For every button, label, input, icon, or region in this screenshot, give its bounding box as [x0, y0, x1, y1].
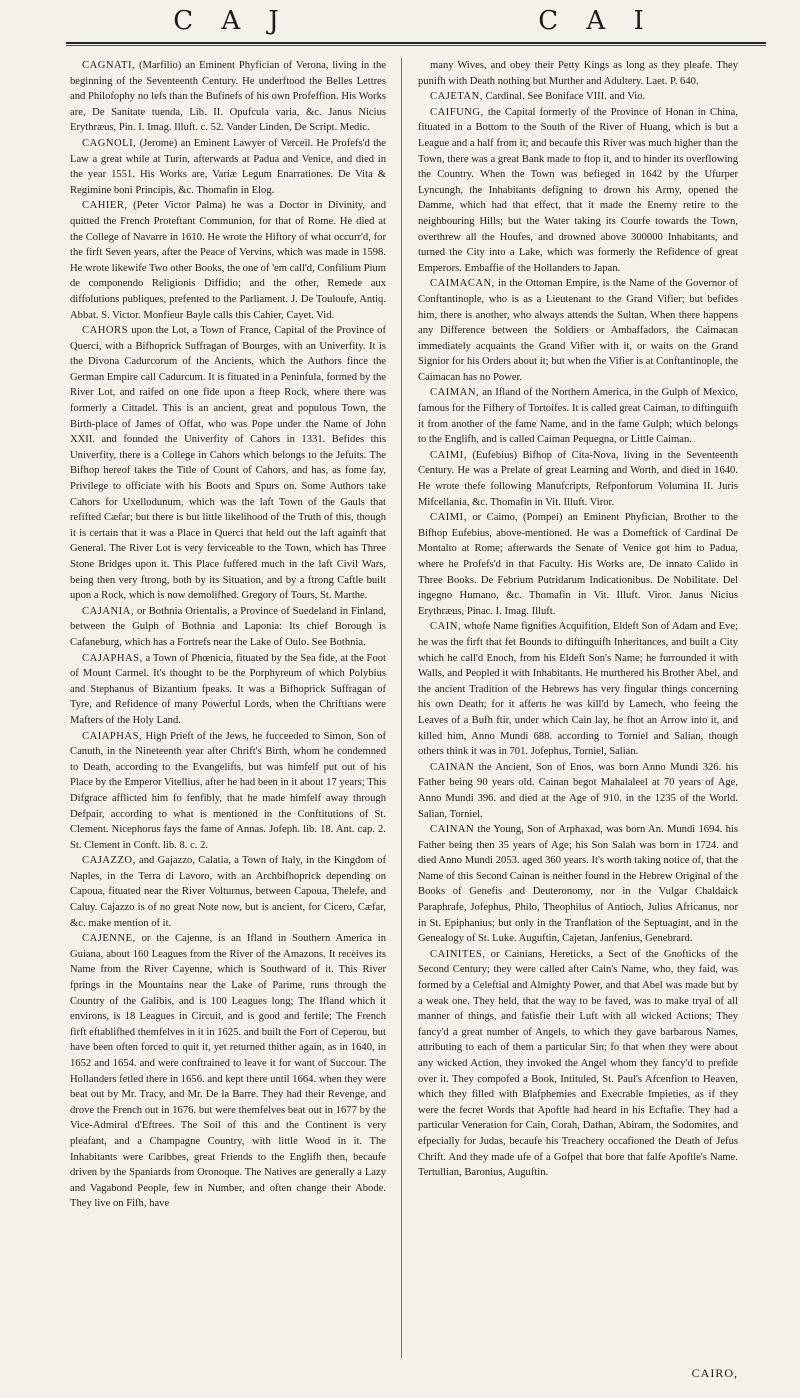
- entry-headword: CAJENNE,: [82, 933, 136, 945]
- dictionary-entry: [70, 853, 386, 931]
- dictionary-entry: [70, 323, 386, 604]
- entry-headword: CAINITES,: [430, 948, 486, 960]
- entry-text: or Cainians, Hereticks, a Sect of the Gnofticks of the Second Century; they were called after Cain's Name, who, they faid, was formed by a Celeftial and Almighty Power, and that Abel was made but by a weak one. They held, that the way to be faved, was to make tryal of all manner of things, and fatisfie their Luft with all wicked Actions; They fancy'd a great number of Angels, to which they gave barbarous Names, attributing to each of them a particular Sin; fo that when they were about any wicked Action, they invoked the Angel whom they fancy'd to prefide over it. They compofed a Book, Intituled, St. Paul's Afcenfion to Heaven, which they filled with Blafphemies and Execrable Impieties, as if they were the fecret Words that Apoftle had heard in his Ecftafie. They had a particular Veneration for Cain, Corah, Dathan, Abiram, the Sodomites, and efpecially for Judas, becaufe his Treachery occafioned the Death of Jefus Chrift. And they made ufe of a Gofpel that bore that falfe Apoftle's Name. Tertullian, Baronius, Auguftin.: [418, 948, 738, 1179]
- dictionary-entry: [418, 276, 738, 385]
- entry-text: a Town of Phœnicia, fituated by the Sea fide, at the Foot of Mount Carmel. It's thought to be the Porphyreum of which Polybius and Stephanus of Bizantium fpeaks. It was a Bifhoprick Suffragan of Tyre, and Refidence of many Powerful Lords, when the Chriftians were Mafters of the Holy Land.: [70, 652, 386, 726]
- dictionary-entry: [418, 385, 738, 447]
- dictionary-entry: [418, 947, 738, 1181]
- entry-headword: CAIMAN,: [430, 387, 480, 399]
- entry-text: an Ifland of the Northern America, in the Gulph of Mexico, famous for the Fifhery of Tortoifes. It is called great Caiman, to diftinguifh it from another of the fame Name, and in the fame Gulph; which belongs to the Englifh, and is called Caiman Pequegna, or Little Caiman.: [418, 387, 738, 446]
- entry-headword: CAINAN: [430, 761, 475, 773]
- dictionary-entry: [70, 198, 386, 323]
- dictionary-entry: [418, 89, 738, 105]
- entry-headword: CAIFUNG,: [430, 106, 484, 118]
- dictionary-entry: [418, 510, 738, 619]
- right-column: [418, 58, 738, 1388]
- entry-headword: CAIMACAN,: [430, 278, 495, 290]
- left-column: [70, 58, 386, 1388]
- entry-text: Cardinal. See Boniface VIII. and Vio.: [485, 91, 646, 103]
- dictionary-entry: [418, 760, 738, 822]
- entry-headword: CAIMI,: [430, 449, 467, 461]
- entry-headword: CAJANIA,: [82, 605, 134, 617]
- entry-headword: CAINAN: [430, 824, 475, 836]
- dictionary-entry: [418, 448, 738, 510]
- dictionary-entry: [70, 136, 386, 198]
- dictionary-entry: [70, 58, 386, 136]
- dictionary-entry: [418, 58, 738, 89]
- entry-text: the Young, Son of Arphaxad, was born An. Mundi 1694. his Father being then 35 years of Age; his Son Salah was born in 1724. and died Anno Mundi 2053. aged 360 years. It's worth taking notice of, that the Name of this Second Cainan is neither found in the Hebrew Original of the Books of Genefis and Deuteronomy, nor in the Vulgar Chaldaick Paraphrafe, Jofephus, Philo, Theophilus of Antioch, Julius Africanus, nor in St. Epiphanius; but only in the Tranflation of the Septuagint, and in the Genealogy of St. Luke. Auguftin, Cajetan, Janfenius, Genebrard.: [418, 824, 738, 945]
- entry-text: upon the Lot, a Town of France, Capital of the Province of Querci, with a Bifhoprick Suffragan of Bourges, with an Univerfity. It is the Divona Cadurcorum of the Ancients, which the Authors fince the German Empire call Cadurcum. It is fituated in a Peninfula, formed by the River Lot, and raifed on one fide upon a fteep Rock, where there was formerly a Cittadel. This is an ancient, great and populous Town, the Birth-place of James of Offat, who was Pope under the Name of John XXII. and founded the Univerfity of Cahors in 1331. Befides this Univerfity, there is a College in Cahors which belongs to the Jefuits. The Bifhop hereof takes the Title of Count of Cahors, and has, as fome fay, Privilege to officiate with his Boots and Spurs on. Some Authors take Cahors for Uxellodunum, which was the laft Town of the Gauls that refifted Cæfar; but there is but little likelihood of the Truth of this, though it is certain that it was a Place in Querci that held out the laft againft that General. The River Lot is very ferviceable to the Town, which has Three Stone Bridges upon it. This Place fuffered much in the laft Civil Wars, being then very ftrong, both by its Situation, and by a ftrong Caftle built upon a Rock, which is now demolifhed. Gregory of Tours, St. Marthe.: [70, 325, 386, 602]
- header-rule: [66, 42, 766, 44]
- entry-text: (Peter Victor Palma) he was a Doctor in Divinity, and quitted the French Proteftant Communion, for that of Rome. He died at the College of Navarre in 1610. He wrote the Hiftory of what occurr'd, for the firft Seven years, after the Peace of Vervins, which was made in 1598. He wrote likewife Two other Books, the one of 'em call'd, Confilium Pium de componendo Religionis Diffidio; and the other, Remede aux diffolutions publiques, prefented to the Parliament. J. De Touloufe, Antiq. Abbat. S. Victor. Monfieur Bayle calls this Cahier, Cayet. Vid.: [70, 200, 386, 321]
- entry-headword: CAJAPHAS,: [82, 652, 143, 664]
- dictionary-entry: [70, 604, 386, 651]
- entry-text: in the Ottoman Empire, is the Name of the Governor of Conftantinople, who is as a Lieutenant to the Grand Vifier; but befides him, there is another, who always attends the Sultan. When there happens any Difference between the Soldiers or Ambaffadors, the Caimacan immediately acquaints the Grand Vifier with it, or waits on the Grand Signior for his Orders about it; but when the Vifier is at Conftantinople, the Caimacan has no Power.: [418, 278, 738, 383]
- entry-text: the Capital formerly of the Province of Honan in China, fituated in a Bottom to the South of the River of Huang, which is but a League and a half from it; and becaufe this River was much higher than the Town, there was a great Bank made to ftop it, and to hinder its overflowing the Country. When the Town was befieged in 1642 by the Ufurper Lyncungh, the Inhabitants defigning to drown his Army, opened the Damme, which had that effect, that it made the Enemy retire to the neighbouring Hills; but the Water taking its Courfe towards the Town, overthrew all the Houfes, and drowned above 300000 Inhabitants, and turned the City into a Lake, which was formerly the Refidence of great Emperors. Embaffie of the Hollanders to Japan.: [418, 106, 738, 274]
- entry-text: or Bothnia Orientalis, a Province of Suedeland in Finland, between the Gulph of Bothnia and Laponia: Its chief Borough is Cafaneburg, which has a Fortrefs near the Lake of Oulo. See Bothnia.: [70, 605, 386, 648]
- entry-text: (Marfilio) an Eminent Phyfician of Verona, living in the beginning of the Seventeenth Century. He underftood the Belles Lettres and Philofophy no lefs than the Bufinefs of his own Profeffion. His Works are, De Sanitate tuenda, Lib. II. Opufcula varia, &c. Janus Nicius Erythræus, Pin. I. Imag. Illuft. c. 52. Vander Linden, De Script. Medic.: [70, 60, 386, 134]
- catchword: CAIRO,: [691, 1366, 738, 1380]
- entry-headword: CAIN,: [430, 621, 462, 633]
- dictionary-entry: [70, 931, 386, 1212]
- entry-text: the Ancient, Son of Enos, was born Anno Mundi 326. his Father being 90 years old. Cainan begot Mahalaleel at 70 years of Age, Anno Mundi 396. and died at the Age of 910. in the 1235 of the World. Salian, Torniel.: [418, 761, 738, 820]
- header-right: C A I: [538, 6, 654, 36]
- dictionary-entry: [418, 619, 738, 759]
- entry-text: or the Cajenne, is an Ifland in Southern America in Guiana, about 160 Leagues from the River of the Amazons. It receives its Name from the River Cayenne, which is Southward of it. This River fprings in the Mountains near the Lake of Parime, runs through the Country of the Galibis, and is 100 Leagues long; The Ifland which it environs, is 18 Leagues in Circuit, and is good and fertile; The French firft eftablifhed themfelves in it in 1625. and built the Fort of Ceperou, but have been often forced to quit it, yet returned thither again, as in 1640, in 1652 and 1654. and were conftrained to leave it for want of Succour. The Hollanders fetled there in 1656. and kept there until 1664. when they were beat out by Mr. Tracy, and Mr. De la Barre. They had their Revenge, and drove the French out in 1676. but were themfelves beat out in 1677 by the Vice-Admiral d'Eftrees. The Soil of this and the Continent is very pleafant, and a Champagne Country, with little Wood in it. The Inhabitants were Caribbes, great Friends to the Englifh then, becaufe driven by the Spaniards from Oronoque. The Natives are generally a Lazy and Vagabond People, few in Number, and often change their Abode. They live on Fifh, have: [70, 933, 386, 1210]
- running-header: [66, 0, 766, 44]
- dictionary-entry: [418, 105, 738, 277]
- dictionary-entry: [70, 729, 386, 854]
- entry-text: (Jerome) an Eminent Lawyer of Verceil. He Profefs'd the Law a great while at Turin, afterwards at Padua and Venice, and died in the year 1551. His Works are, Variæ Legum Enarrationes. De Vita & Regimine boni Principis, &c. Thomafin in Elog.: [70, 137, 386, 196]
- entry-headword: CAJETAN,: [430, 91, 483, 103]
- entry-text: many Wives, and obey their Petty Kings as long as they pleafe. They punifh with Death nothing but Murther and Adultery. Laet. P. 640.: [418, 60, 738, 87]
- entry-headword: CAHIER,: [82, 200, 128, 212]
- header-rule-thin: [66, 45, 766, 46]
- entry-text: and Gajazzo, Calatia, a Town of Italy, in the Kingdom of Naples, in the Terra di Lavoro, with an Archbifhoprick depending on Capoua, fituated near the River Volturnus, between Capoua, Thelefe, and Caluy. Cajazzo is of no great Note now, but is ancient, for Cicero, Cæfar, &c. make mention of it.: [70, 855, 386, 929]
- column-divider: [401, 58, 402, 1358]
- dictionary-entry: [418, 822, 738, 947]
- entry-text: whofe Name fignifies Acquifition, Eldeft Son of Adam and Eve; he was the firft that fet Bounds to diftinguifh Inheritances, and built a City which he call'd Enoch, from his Eldeft Son's Name; he furrounded it with Walls, and Peopled it with Inhabitants. He murthered his Brother Abel, and the ancient Tradition of the Hebrews has very fingular things concerning his own Death; for it afferts he was kill'd by Lamech, who feeing the Leaves of a Bufh ftir, under which Cain lay, he fhot an Arrow into it, and killed him, Anno Mundi 688. according to Torniel and Salian, though others think it was in 701. Jofephus, Torniel, Salian.: [418, 621, 738, 758]
- entry-text: High Prieft of the Jews, he fucceeded to Simon, Son of Canuth, in the Nineteenth year after Chrift's Birth, whom he condemned to Death, according to the Evangelifts, but was himfelf put out of his Place by the Emperor Vitellius, after he had been in it about 17 years; This Difgrace afflicted him fo fenfibly, that he made himfelf away through Defpair, according to what is mentioned in the Conftitutions of St. Clement. Nicephorus fays the fame of Annas. Jofeph. lib. 18. Ant. cap. 2. St. Clement in Conft. lib. 8. c. 2.: [70, 730, 386, 851]
- entry-headword: CAJAZZO,: [82, 855, 136, 867]
- entry-headword: CAIMI,: [430, 512, 467, 524]
- entry-headword: CAGNOLI,: [82, 137, 137, 149]
- entry-text: (Eufebius) Bifhop of Cita-Nova, living in the Seventeenth Century. He was a Prelate of great Learning and Worth, and died in 1640. He wrote thefe following Manufcripts, Refponforum Volumina II. Juris Mifcellania, &c. Thomafin in Vit. Illuft. Viror.: [418, 449, 738, 508]
- header-left: C A J: [173, 6, 289, 36]
- entry-headword: CAGNATI,: [82, 60, 136, 71]
- entry-headword: CAHORS: [82, 325, 128, 337]
- entry-text: or Caimo, (Pompei) an Eminent Phyfician, Brother to the Bifhop Eufebius, above-mentioned. He was a Domeftick of Cardinal De Montalto at Rome; afterwards the Senate of Venice got him to Padua, where he Profefs'd in that Faculty. His Works are, De innato Calido in Three Books. De Febrium Putridarum Indicationibus. De Nobilitate. Del ingegno Humano, &c. Thomafin in Vit. Illuft. Viror. Janus Nicius Erythræus, Pinac. I. Imag. Illuft.: [418, 512, 738, 617]
- dictionary-entry: [70, 651, 386, 729]
- entry-headword: CAIAPHAS,: [82, 730, 143, 742]
